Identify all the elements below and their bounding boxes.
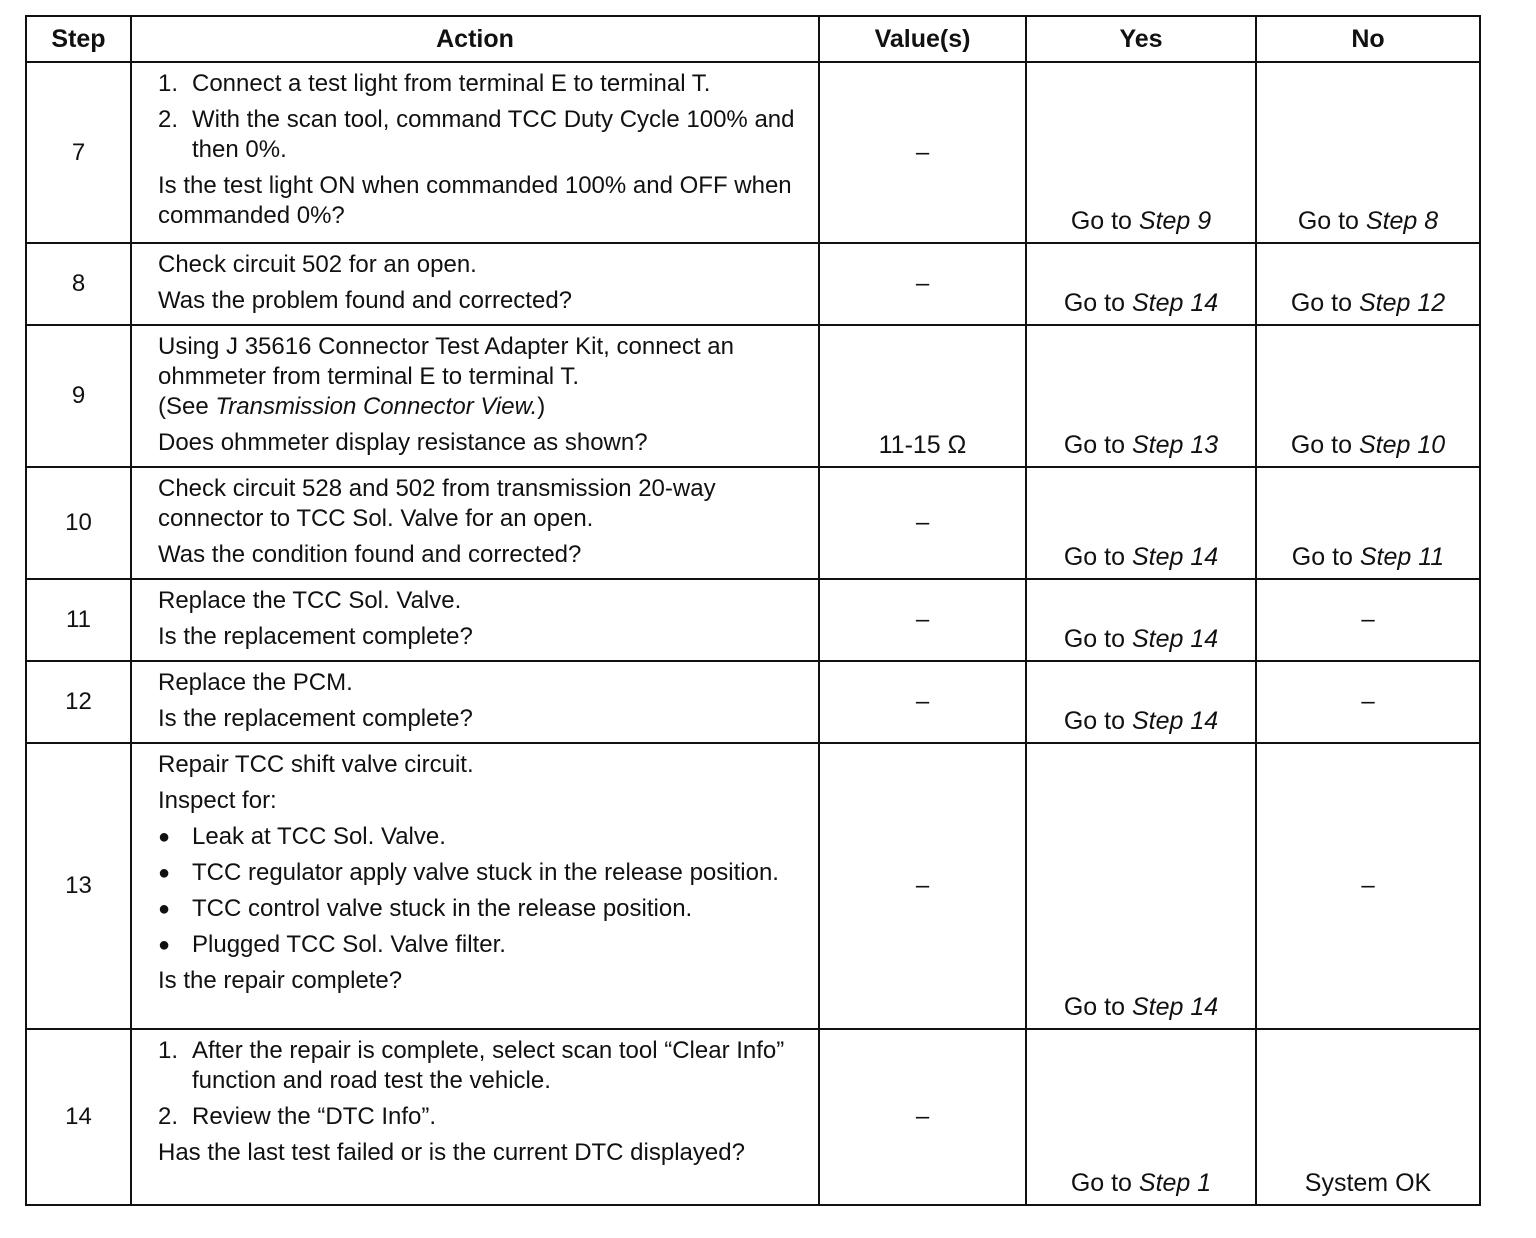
no-cell: – (1256, 661, 1480, 743)
no-cell: System OK (1256, 1029, 1480, 1205)
action-question: Is the replacement complete? (158, 623, 473, 650)
no-cell: Go to Step 11 (1256, 467, 1480, 579)
action-question: Has the last test failed or is the current DTC displayed? (158, 1139, 745, 1166)
yes-cell: Go to Step 14 (1026, 467, 1256, 579)
step-number: 8 (26, 243, 131, 325)
table-row (26, 743, 1480, 1029)
table-row (26, 325, 1480, 467)
yes-cell: Go to Step 14 (1026, 743, 1256, 1029)
yes-cell: Go to Step 13 (1026, 325, 1256, 467)
step-number: 10 (26, 467, 131, 579)
value-cell: – (819, 467, 1026, 579)
bullet-item: ● Leak at TCC Sol. Valve. (158, 823, 446, 850)
no-cell: – (1256, 579, 1480, 661)
action-cell: Repair TCC shift valve circuit. Inspect for: ● Leak at TCC Sol. Valve. ● TCC regulator apply valve stuck in the release position. ● TCC control valve stuck in the release position. ● Plugged TCC Sol. Valve filter. Is the repair complete? (131, 743, 819, 1029)
table-row (26, 467, 1480, 579)
step-number: 11 (26, 579, 131, 661)
action-cell (131, 1029, 819, 1205)
action-cell: Using J 35616 Connector Test Adapter Kit, connect an ohmmeter from terminal E to terminal T. (See Transmission Connector View.) Does ohmmeter display resistance as shown? (131, 325, 819, 467)
step-number: 12 (26, 661, 131, 743)
header-row (26, 16, 1480, 62)
bullet-icon: ● (158, 934, 171, 956)
bullet-item: ● Plugged TCC Sol. Valve filter. (158, 931, 506, 958)
value-cell: 11-15 Ω (819, 325, 1026, 467)
yes-cell: Go to Step 14 (1026, 243, 1256, 325)
bullet-icon: ● (158, 898, 171, 920)
value-cell: – (819, 743, 1026, 1029)
value-cell: – (819, 579, 1026, 661)
table-row (26, 579, 1480, 661)
bullet-item: ● TCC control valve stuck in the release position. (158, 895, 693, 922)
action-question: Is the test light ON when commanded 100% and OFF when commanded 0%? (158, 172, 792, 229)
value-cell: – (819, 62, 1026, 243)
action-question: Was the condition found and corrected? (158, 541, 582, 568)
numbered-item: 2. Review the “DTC Info”. (158, 1103, 437, 1130)
yes-cell: Go to Step 14 (1026, 661, 1256, 743)
diagnostic-table (25, 15, 1481, 1206)
step-number: 13 (26, 743, 131, 1029)
header-no: No (1256, 16, 1480, 62)
no-cell: – (1256, 743, 1480, 1029)
action-cell: Check circuit 502 for an open. Was the problem found and corrected? (131, 243, 819, 325)
table-row (26, 1029, 1480, 1205)
bullet-icon: ● (158, 862, 171, 884)
header-yes: Yes (1026, 16, 1256, 62)
value-cell: – (819, 1029, 1026, 1205)
yes-cell: Go to Step 9 (1026, 62, 1256, 243)
action-cell: Replace the TCC Sol. Valve. Is the replacement complete? (131, 579, 819, 661)
bullet-item: ● TCC regulator apply valve stuck in the release position. (158, 859, 779, 886)
action-question: Is the replacement complete? (158, 705, 473, 732)
header-action: Action (131, 16, 819, 62)
action-cell: Check circuit 528 and 502 from transmission 20-way connector to TCC Sol. Valve for an open. Was the condition found and corrected? (131, 467, 819, 579)
yes-cell: Go to Step 1 (1026, 1029, 1256, 1205)
header-values: Value(s) (819, 16, 1026, 62)
yes-cell: Go to Step 14 (1026, 579, 1256, 661)
step-number: 9 (26, 325, 131, 467)
value-cell: – (819, 661, 1026, 743)
header-step: Step (26, 16, 131, 62)
numbered-item: 1. Connect a test light from terminal E to terminal T. (158, 70, 711, 97)
action-cell: Replace the PCM. Is the replacement complete? (131, 661, 819, 743)
no-cell: Go to Step 8 (1256, 62, 1480, 243)
action-cell (131, 62, 819, 243)
action-question: Is the repair complete? (158, 967, 403, 994)
step-number: 14 (26, 1029, 131, 1205)
numbered-item: 1. After the repair is complete, select scan tool “Clear Info” function and road test the vehicle. (158, 1037, 785, 1094)
action-question: Does ohmmeter display resistance as shown? (158, 429, 648, 456)
step-number: 7 (26, 62, 131, 243)
no-cell: Go to Step 10 (1256, 325, 1480, 467)
value-cell: – (819, 243, 1026, 325)
numbered-item: 2. With the scan tool, command TCC Duty Cycle 100% and then 0%. (158, 106, 795, 163)
bullet-icon: ● (158, 826, 171, 848)
no-cell: Go to Step 12 (1256, 243, 1480, 325)
table-row (26, 62, 1480, 243)
table-row (26, 243, 1480, 325)
table-row (26, 661, 1480, 743)
action-question: Was the problem found and corrected? (158, 287, 573, 314)
